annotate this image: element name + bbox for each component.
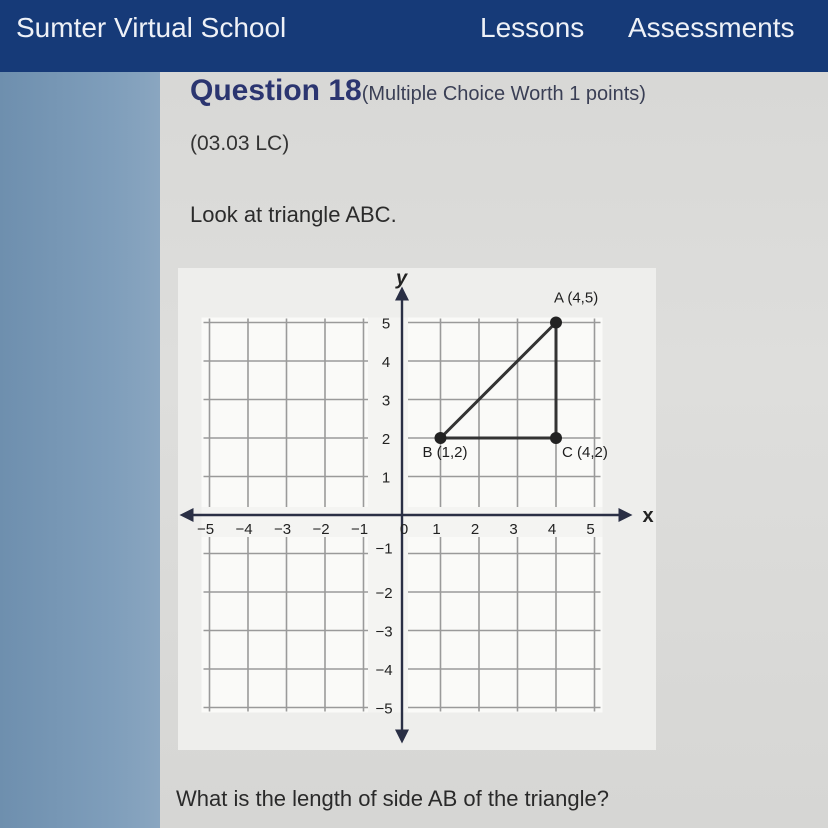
nav-lessons-link[interactable]: Lessons: [480, 12, 585, 43]
y-tick-label: 3: [381, 392, 391, 410]
y-tick-label: −2: [375, 585, 393, 602]
x-tick-label: 3: [509, 521, 518, 538]
x-tick-label: 1: [432, 521, 441, 538]
question-worth: (Multiple Choice Worth 1 points): [361, 83, 646, 105]
question-number: Question 18: [190, 74, 362, 107]
point-label-A: A (4,5): [554, 289, 599, 307]
school-name[interactable]: Sumter Virtual School: [16, 12, 287, 43]
graph-card: [178, 268, 656, 750]
point-A: [550, 317, 562, 329]
y-tick-label: 1: [381, 469, 391, 487]
y-tick-label: −3: [375, 623, 393, 641]
y-tick-label: −1: [375, 540, 393, 558]
x-tick-label: 0: [399, 521, 409, 538]
left-sidebar: [0, 72, 160, 828]
x-tick-label: −1: [350, 521, 369, 538]
y-tick-label: 5: [381, 315, 391, 333]
y-tick-label: −4: [375, 662, 393, 679]
question-prompt: Look at triangle ABC.: [190, 202, 397, 227]
y-tick-label: −5: [375, 700, 393, 718]
coordinate-plane: [178, 268, 656, 750]
x-axis-label: x: [642, 505, 654, 527]
question-text: What is the length of side AB of the triangle?: [176, 786, 609, 811]
x-tick-label: −2: [312, 521, 330, 538]
x-tick-label: −5: [196, 521, 215, 538]
nav-assessments-link[interactable]: Assessments: [628, 12, 795, 43]
point-label-B: B (1,2): [422, 444, 468, 461]
y-tick-label: 2: [381, 431, 391, 448]
top-navigation-bar: [0, 0, 828, 72]
question-standard-code: (03.03 LC): [190, 132, 290, 155]
y-tick-label: 4: [381, 354, 391, 371]
x-tick-label: 4: [547, 521, 557, 538]
x-tick-label: 5: [586, 521, 595, 538]
x-tick-label: −4: [235, 521, 253, 538]
x-axis-arrow-left: [180, 508, 194, 522]
x-axis-arrow-right: [619, 508, 633, 522]
y-axis-label: y: [396, 268, 408, 290]
point-label-C: C (4,2): [562, 444, 608, 461]
y-axis-arrow-down: [395, 730, 409, 744]
question-heading: [190, 74, 646, 108]
x-tick-label: 2: [470, 521, 480, 538]
x-tick-label: −3: [273, 521, 292, 538]
point-B: [435, 432, 447, 444]
point-C: [550, 432, 562, 444]
